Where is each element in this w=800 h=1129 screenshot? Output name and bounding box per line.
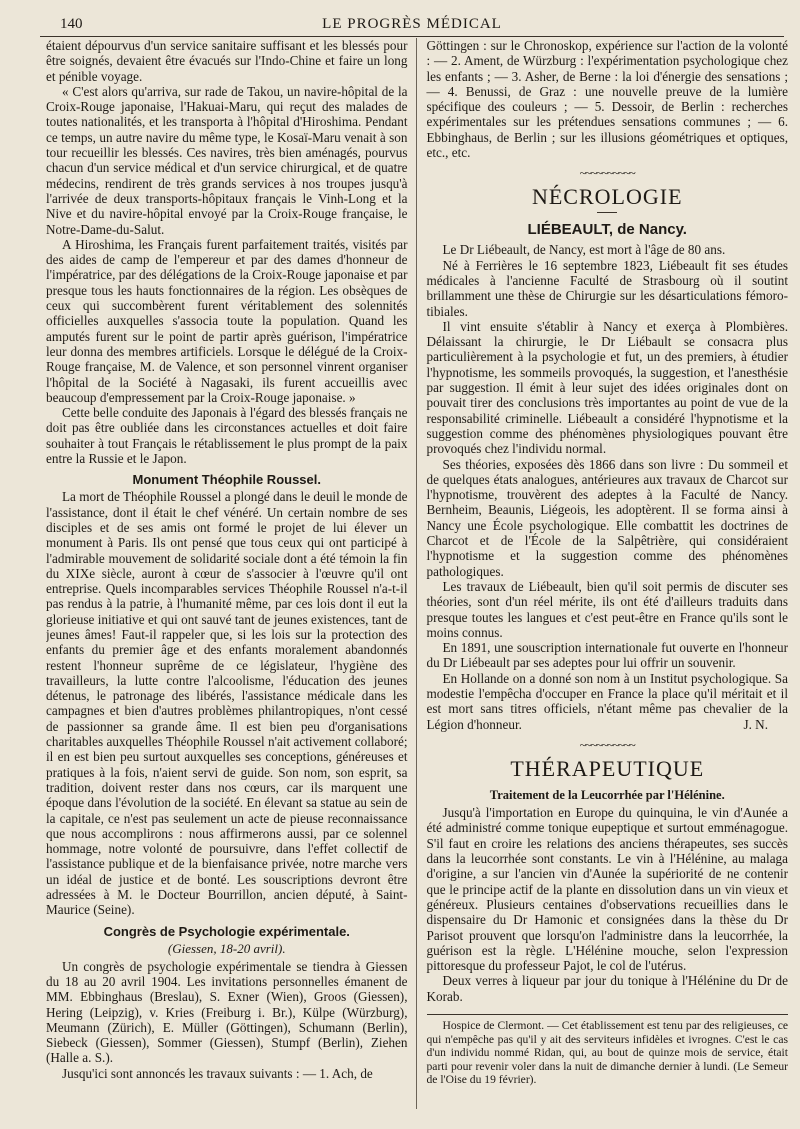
paragraph: La mort de Théophile Roussel a plongé dans le deuil le monde de l'assistance, dont il était le chef vénéré. Un certain nombre de ses disciples et de ses amis ont formé le projet de lui élever un monument à Paris. Ils ont pensé que tous ceux qui ont participé à l'admirable mouvement de solidarité sociale dont a été témoin la fin du XIXe siècle, auront à cœur de s'associer à l'œuvre qu'il ont entreprise. Quels incomparables services Théophile Roussel n'a-t-il pas rendus à la patrie, à l'humanité même, par ces lois dont il eut la glorieuse initiative et qui ont sauvé tant de jeunes existences, tant de jeunes âmes! Faut-il rappeler que, si les lois sur la protection des enfants du premier âge et des enfants moralement abandonnés restent l'honneur suprême de ce législateur, l'hygiène des travailleurs, la lutte contre l'alcoolisme, l'éducation des jeunes détenus, le patronage des libérés, l'assistance médicale dans les campagnes et bien d'autres problèmes philantropiques, n'ont cessé de passionner sa grande âme. Il est bien peu d'organisations charitables auxquelles Théophile Roussel n'ait activement collaboré; il en est bien peu surtout auxquelles ses conceptions, généreuses et pratiques à la fois, n'aient servi de guide. Son nom, son esprit, sa tradition, doivent rester dans nos cœurs, car ils marquent une époque dans l'évolution de la société. En élevant sa statue au sein de la capitale, ce n'est pas seulement un acte de pieuse reconnaissance que nous accomplirons : nous affirmerons aussi, par ce solennel hommage, notre volonté de poursuivre, dans l'effet collectif de l'assistance publique et de la bienfaisance privée, notre marche vers un idéal de justice et de bonté. Les souscriptions devront être adressées à M. le Docteur Bourrillon, ancien député, à Saint-Maurice (Seine).: [46, 489, 408, 918]
paragraph: Il vint ensuite s'établir à Nancy et exerça à Plombières. Délaissant la chirurgie, le Dr Liébault se consacra plus particulièrement à la psychologie et fut, un des premiers, à étudier l'hypnotisme, les sommeils provoqués, la suggestion, et l'anesthésie par suggestion. Il émit à leur sujet des idées originales dont on pouvait tirer des conclusions très importantes au point de vue de la responsabilité criminelle. Liébeault a considéré l'hypnotisme et la suggestion comme des phénomènes physiologiques pouvant être provoqués chez l'individu normal.: [426, 318, 788, 457]
section-heading: Congrès de Psychologie expérimentale.: [103, 923, 350, 939]
paragraph: Les travaux de Liébeault, bien qu'il soit permis de discuter ses théories, sont d'un réel mérite, ils ont été d'ailleurs traduits dans presque toutes les langues et c'est peut-être en France qu'ils sont le moins connus.: [426, 578, 788, 640]
journal-title: LE PROGRÈS MÉDICAL: [322, 16, 502, 32]
page-number: 140: [60, 16, 83, 32]
ornamental-separator: ~~~~~~~~~~: [579, 738, 635, 753]
page-header: [40, 10, 784, 37]
paragraph: Hospice de Clermont. — Cet établissement est tenu par des religieuses, ce qui n'empêche pas qu'il y ait des serviteurs infidèles et ivrognes. C'est le cas d'un individu nommé Ridan, qui, au bout de quinze mois de service, était parti pour revenir voler dans la nuit de dimanche dernier à lundi. (Le Semeur de l'Oise du 19 février).: [426, 1019, 788, 1087]
paragraph: Un congrès de psychologie expérimentale se tiendra à Giessen du 18 au 20 avril 1904. Les invitations personnelles émanent de MM. Ebbinghaus (Breslau), S. Exner (Wien), Groos (Giessen), Hering (Leipzig), v. Kries (Freiburg i. Br.), Külpe (Würzburg), Meumann (Zürich), E. Müller (Göttingen), Schumann (Berlin), Siebeck (Giessen), Sommer (Giessen), Stumpf (Berlin), Ziehen (Halle a. S.).: [46, 958, 408, 1066]
paragraph: Göttingen : sur le Chronoskop, expérience sur l'action de la volonté : — 2. Ament, de Würzburg : l'expérimentation psychologique chez les enfants ; — 3. Asher, de Berne : la loi d'énergie des sensations ; — 4. Benussi, de Graz : une nouvelle preuve de la lumière spécifique des couleurs ; — 5. Dessoir, de Berlin : recherches expérimentales sur les prétendues sensations communes ; — 6. Ebbinghaus, de Berlin ; sur les illusions géométriques et optiques, etc., etc.: [426, 38, 788, 161]
left-column: [46, 38, 416, 1109]
section-title: THÉRAPEUTIQUE: [510, 756, 705, 782]
paragraph: Né à Ferrières le 16 septembre 1823, Liébeault fit ses études médicales à l'ancienne Faculté de Strasbourg où il soutint brillamment une thèse de Chirurgie sur les désarticulations fémoro-tibiales.: [426, 257, 788, 319]
section-subheading: (Giessen, 18-20 avril).: [167, 940, 286, 956]
obituary-name: LIÉBEAULT, de Nancy.: [527, 221, 687, 239]
paragraph: En Hollande on a donné son nom à un Institut psychologique. Sa modestie l'empêcha d'occuper en France la place qu'il méritait et il est mort sans titres officiels, n'étant même pas chevalier de la Légion d'honneur.: [426, 670, 788, 732]
columns: [46, 38, 788, 1109]
paragraph: étaient dépourvus d'un service sanitaire suffisant et les blessés pour être soignés, devaient être évacués sur l'Indo-Chine et faire un long et pénible voyage.: [46, 38, 408, 84]
paragraph: A Hiroshima, les Français furent parfaitement traités, visités par des aides de camp de l'empereur et par des dames d'honneur de l'impératrice, par des délégations de la Croix-Rouge japonaise et par presque tous les hauts fonctionnaires de la région. Les obsèques de ceux qui succombèrent furent véritablement des solennités officielles auxquelles s'associa toute la population. Quand les amputés furent sur le point de partir après guérison, l'impératrice leur donna des membres artificiels. Lorsque le délégué de la Croix-Rouge française, M. de Valence, et son personnel vinrent organiser l'hôpital de la Société à Nagasaki, ils furent accueillis avec beaucoup d'empressement par la Croix-Rouge japonaise. »: [46, 236, 408, 405]
paragraph: Jusqu'ici sont annoncés les travaux suivants : — 1. Ach, de: [62, 1065, 373, 1081]
paragraph: « C'est alors qu'arriva, sur rade de Takou, un navire-hôpital de la Croix-Rouge japonaise, l'Hakuai-Maru, qui reçut des malades de toutes nationalités, et les transporta à l'hôpital d'Hiroshima. Pendant ce temps, un autre navire du même type, le Kosaï-Maru venait à son tour recueillir les blessés. Ces navires, très bien aménagés, pourvus chacun d'un service médical et d'un service chirurgical, et de quatre médecins, rendirent de très grands services à nos troupes jusqu'à l'arrivée de deux transports-hôpitaux français le Vinh-Long et la Nive et du navire-hôpital envoyé par la Croix-Rouge française, le Notre-Dame-du-Salut.: [46, 83, 408, 237]
section-title: NÉCROLOGIE: [531, 184, 683, 210]
article-subtitle: Traitement de la Leucorrhée par l'Hélénine.: [489, 788, 725, 803]
divider: [597, 212, 617, 213]
author-signature: J. N.: [743, 716, 768, 732]
news-brief: [427, 1014, 789, 1087]
ornamental-separator: ~~~~~~~~~~: [579, 166, 635, 181]
paragraph: Le Dr Liébeault, de Nancy, est mort à l'âge de 80 ans.: [442, 242, 726, 258]
paragraph: Cette belle conduite des Japonais à l'égard des blessés français ne doit pas être oubliée dans les circonstances actuelles et doit faire souhaiter à tout Français le rétablissement le plus prompt de la paix entre la Russie et le Japon.: [46, 405, 408, 467]
paragraph: Jusqu'à l'importation en Europe du quinquina, le vin d'Aunée a été administré comme tonique eupeptique et surtout emménagogue. S'il faut en croire les relations des anciens thérapeutes, ses succès dans la leucorrhée sont constants. Le vin à l'Hélénine, au malaga d'origine, a sur l'ancien vin d'Aunée la supériorité de ne contenir que le principe actif de la plante en dissolution dans un vin vieux et généreux. Plusieurs centaines d'observations recueillies dans le dispensaire du Dr Hamonic et consignées dans la thèse du Dr Parisot prouvent que lorsqu'on l'administre dans la leucorrhée, la guérison est la règle. L'Hélénine mouche, selon l'expression pittoresque du professeur Pajot, le col de l'utérus.: [426, 805, 788, 974]
paragraph: Deux verres à liqueur par jour du tonique à l'Hélénine du Dr de Korab.: [426, 973, 788, 1004]
section-heading: Monument Théophile Roussel.: [132, 472, 321, 488]
paragraph: Ses théories, exposées dès 1866 dans son livre : Du sommeil et de quelques états analogues, antérieures aux travaux de Charcot sur l'hypnotisme, trouvèrent des adeptes à la Faculté de Nancy. Bernheim, Beaunis, Liégeois, les adoptèrent. Il se forma ainsi à Nancy une École psychologique. Elle combattit les doctrines de Charcot et de l'École de la Salpêtrière, qui considéraient l'hypnotisme et la suggestion comme des phénomènes pathologiques.: [426, 456, 788, 579]
right-column: [416, 38, 789, 1109]
paragraph: En 1891, une souscription internationale fut ouverte en l'honneur du Dr Liébeault par ses adeptes pour lui offrir un souvenir.: [426, 640, 788, 671]
